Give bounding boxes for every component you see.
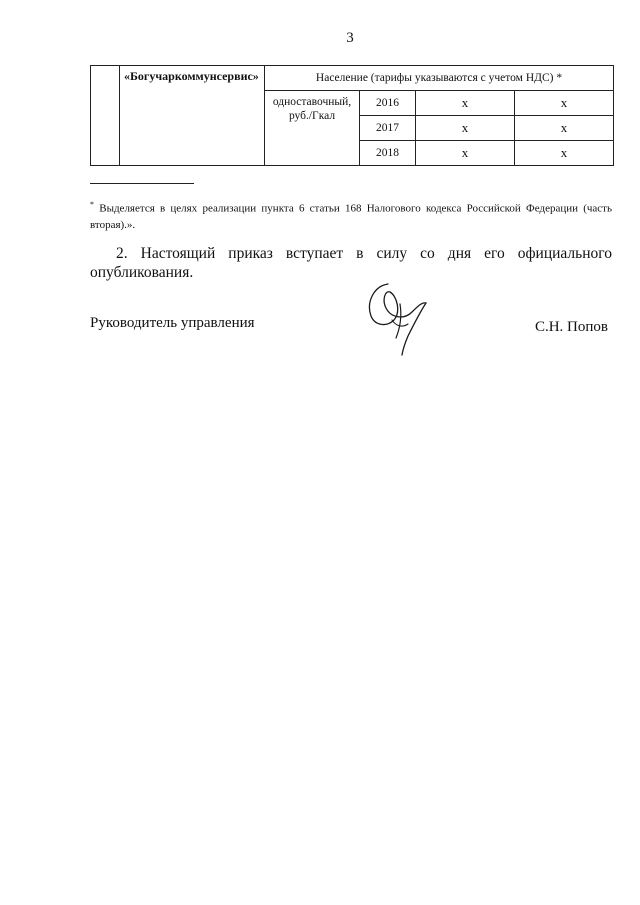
signatory-position: Руководитель управления <box>90 315 255 331</box>
signatory-name: С.Н. Попов <box>534 319 608 335</box>
footnote-text: Выделяется в целях реализации пункта 6 статьи 168 Налогового кодекса Российской Федерации (часть вторая).». <box>90 202 613 231</box>
tariff-value-cell: x <box>416 91 515 116</box>
tariff-table <box>90 65 614 166</box>
footnote-marker: * <box>556 72 563 84</box>
clause-paragraph: 2. Настоящий приказ вступает в силу со дня его официального опубликования. <box>90 245 612 281</box>
tariff-unit: одноставочный, руб./Гкал <box>265 91 360 166</box>
year-cell: 2017 <box>360 116 416 141</box>
tariff-value-cell: x <box>515 116 614 141</box>
tariff-value-cell: x <box>515 141 614 166</box>
footnote <box>90 197 612 233</box>
tariff-value-cell: x <box>515 91 614 116</box>
footnote-divider <box>90 183 194 184</box>
row-number-cell <box>91 66 120 166</box>
handwritten-signature <box>362 276 440 356</box>
year-cell: 2018 <box>360 141 416 166</box>
consumer-group-label: Население (тарифы указываются с учетом НДС) <box>315 72 554 84</box>
organization-name: «Богучаркоммунсервис» <box>120 66 265 166</box>
consumer-group-header <box>265 66 614 91</box>
tariff-value-cell: x <box>416 141 515 166</box>
footnote-mark: * <box>90 200 94 209</box>
page-number: 3 <box>346 30 354 46</box>
tariff-value-cell: x <box>416 116 515 141</box>
year-cell: 2016 <box>360 91 416 116</box>
table-row <box>91 66 614 91</box>
